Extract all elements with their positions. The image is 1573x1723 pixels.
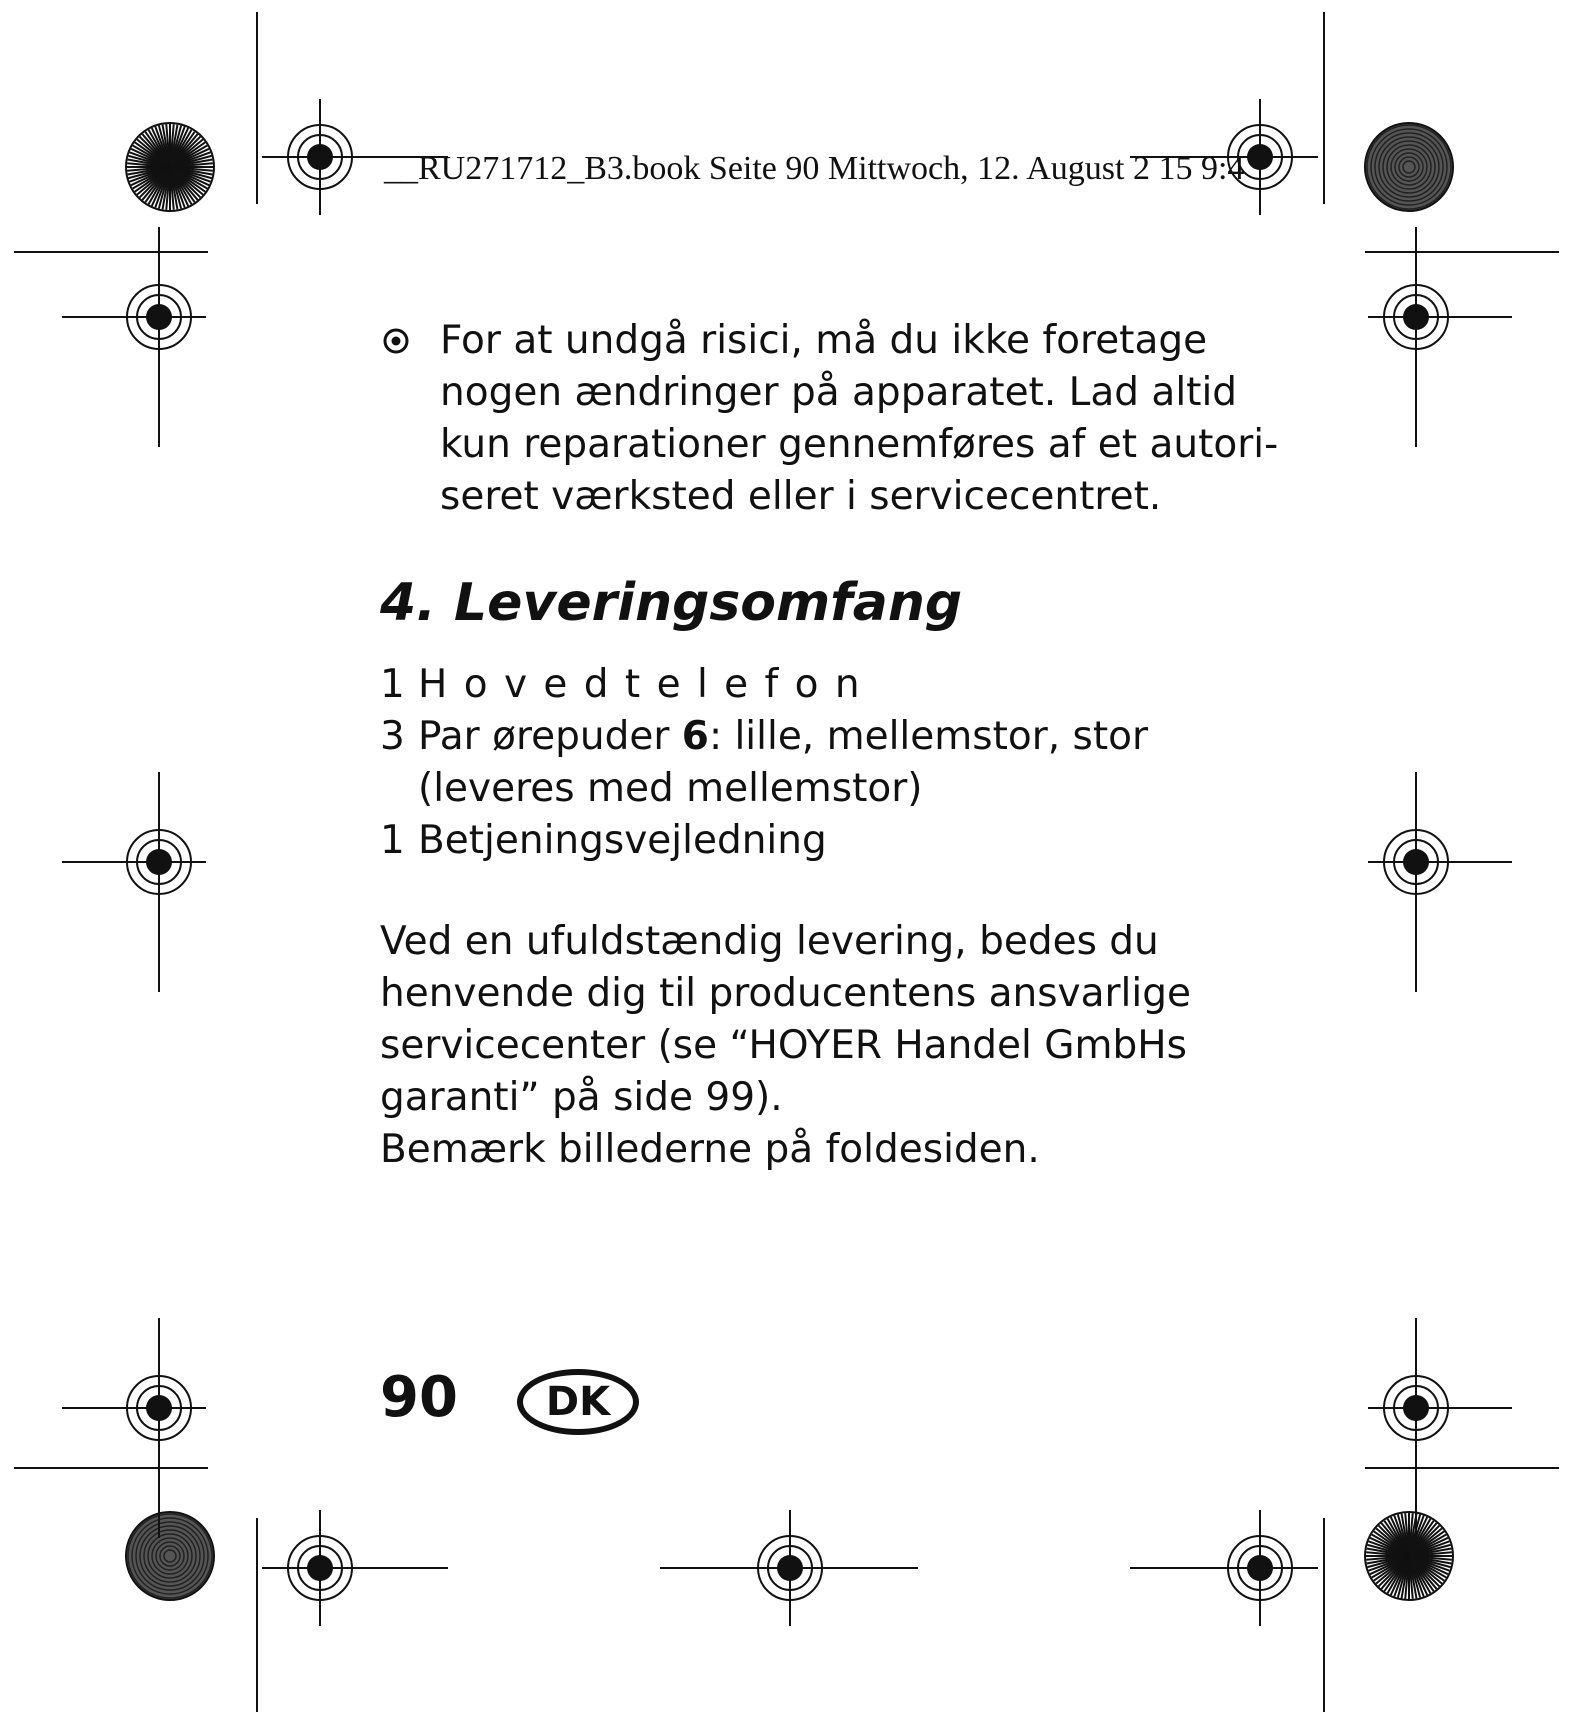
item-text: Par ørepuder xyxy=(418,714,682,759)
list-item-continuation: (leveres med mellemstor) xyxy=(418,766,923,811)
list-item xyxy=(380,711,1148,763)
safety-note-line: kun reparationer gennemføres af et autori- xyxy=(440,422,1279,467)
list-item xyxy=(380,659,1148,711)
country-badge: DK xyxy=(517,1369,639,1435)
color-starburst xyxy=(1365,123,1453,211)
section-heading: 4. Leveringsomfang xyxy=(380,573,963,633)
paragraph-line: Bemærk billederne på foldesiden. xyxy=(380,1127,1040,1172)
incomplete-delivery-paragraph xyxy=(380,916,1191,1176)
part-reference-number: 6 xyxy=(681,714,709,759)
safety-note-line: nogen ændringer på apparatet. Lad altid xyxy=(440,370,1238,415)
item-quantity: 1 xyxy=(380,818,405,863)
safety-note-line: seret værksted eller i servicecentret. xyxy=(440,474,1162,519)
item-text: Hovedtelefon xyxy=(418,662,877,707)
paragraph-line: garanti” på side 99). xyxy=(380,1075,783,1120)
page-number: 90 xyxy=(380,1365,458,1430)
circle-dot-icon xyxy=(382,327,410,355)
safety-note-line: For at undgå risici, må du ikke foretage xyxy=(440,318,1208,363)
paragraph-line: servicecenter (se “HOYER Handel GmbHs xyxy=(380,1023,1187,1068)
safety-note-text xyxy=(440,315,1278,523)
list-item xyxy=(380,815,1148,867)
item-quantity: 3 xyxy=(380,714,405,759)
delivery-contents-list xyxy=(380,659,1148,867)
item-text-continued: : lille, mellemstor, stor xyxy=(708,714,1149,759)
item-quantity: 1 xyxy=(380,662,405,707)
print-slug-line: __RU271712_B3.book Seite 90 Mittwoch, 12. August 2 15 9:4 xyxy=(384,150,1245,187)
paragraph-line: Ved en ufuldstændig levering, bedes du xyxy=(380,919,1159,964)
paragraph-line: henvende dig til producentens ansvarlige xyxy=(380,971,1191,1016)
color-starburst xyxy=(126,1512,214,1600)
item-text: Betjeningsvejledning xyxy=(418,818,827,863)
